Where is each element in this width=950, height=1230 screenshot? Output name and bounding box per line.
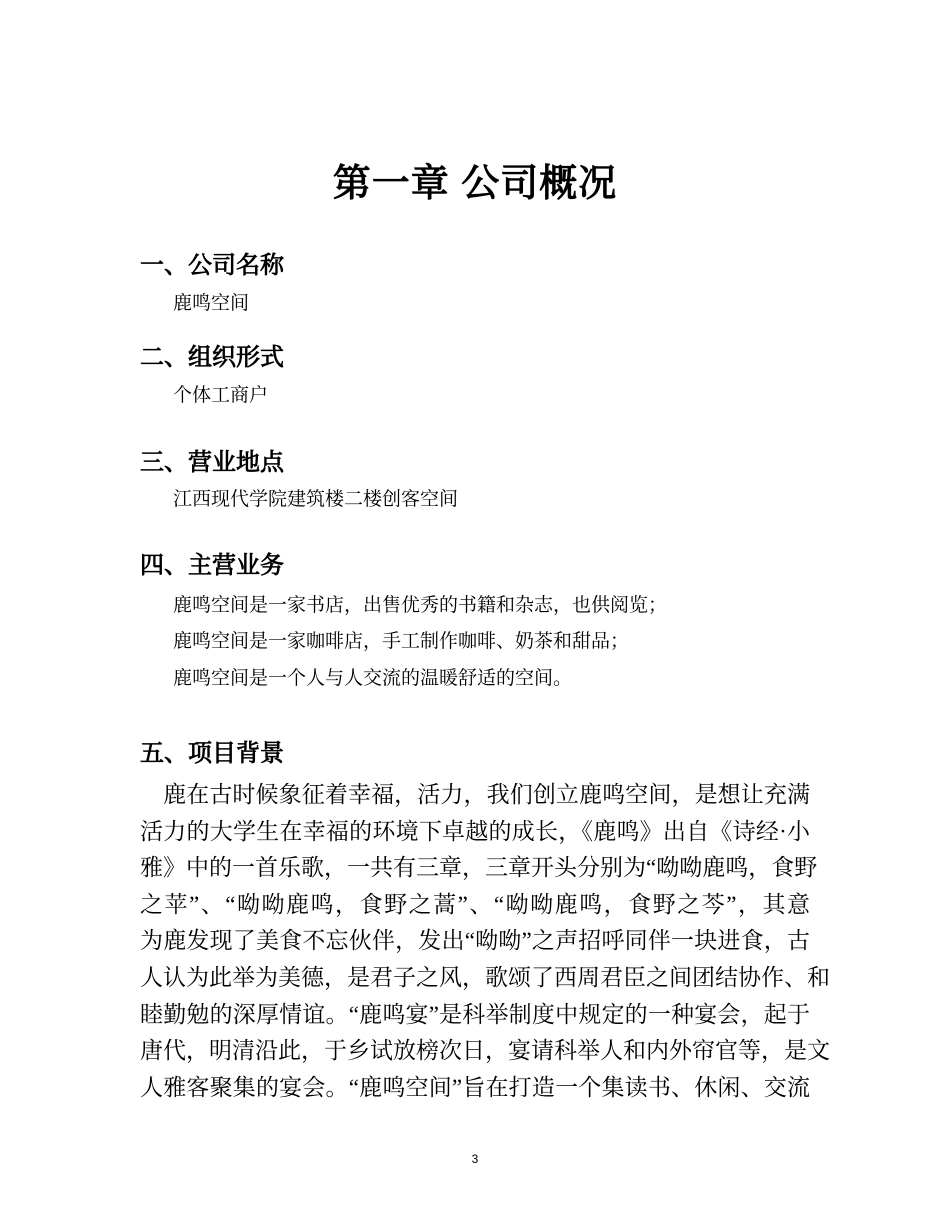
location-text: 江西现代学院建筑楼二楼创客空间 [173, 489, 459, 510]
business-line: 鹿鸣空间是一家咖啡店，手工制作咖啡、奶茶和甜品； [173, 631, 630, 652]
background-paragraph-line: 鹿在古时候象征着幸福，活力，我们创立鹿鸣空间，是想让充满 [140, 782, 810, 807]
chapter-title: 第一章 公司概况 [332, 163, 618, 205]
background-paragraph-line: 唐代，明清沿此，于乡试放榜次日，宴请科举人和内外帘官等，是文 [140, 1038, 830, 1063]
section-heading-location: 三、营业地点 [140, 449, 284, 476]
section-heading-organization: 二、组织形式 [140, 344, 284, 371]
section-heading-business: 四、主营业务 [140, 552, 284, 579]
company-name-text: 鹿鸣空间 [173, 293, 250, 314]
section-heading-company-name: 一、公司名称 [140, 252, 284, 279]
background-paragraph-line: 人雅客聚集的宴会。“鹿鸣空间”旨在打造一个集读书、休闲、交流 [140, 1075, 810, 1100]
background-paragraph-line: 人认为此举为美德，是君子之风，歌颂了西周君臣之间团结协作、和 [140, 965, 830, 990]
section-heading-background: 五、项目背景 [140, 740, 284, 767]
business-line: 鹿鸣空间是一个人与人交流的温暖舒适的空间。 [173, 668, 573, 689]
page-number: 3 [471, 1152, 479, 1166]
business-line: 鹿鸣空间是一家书店，出售优秀的书籍和杂志，也供阅览； [173, 595, 668, 616]
background-paragraph-line: 睦勤勉的深厚情谊。“鹿鸣宴”是科举制度中规定的一种宴会，起于 [140, 1002, 810, 1027]
organization-text: 个体工商户 [173, 385, 269, 406]
background-paragraph-line: 活力的大学生在幸福的环境下卓越的成长，《鹿鸣》出自《诗经·小 [140, 819, 810, 844]
background-paragraph-line: 雅》中的一首乐歌，一共有三章，三章开头分别为“呦呦鹿鸣，食野 [140, 855, 818, 880]
background-paragraph-line: 之苹”、“呦呦鹿鸣，食野之蒿”、“呦呦鹿鸣，食野之芩”，其意 [140, 892, 810, 917]
background-paragraph-line: 为鹿发现了美食不忘伙伴，发出“呦呦”之声招呼同伴一块进食，古 [140, 928, 810, 953]
